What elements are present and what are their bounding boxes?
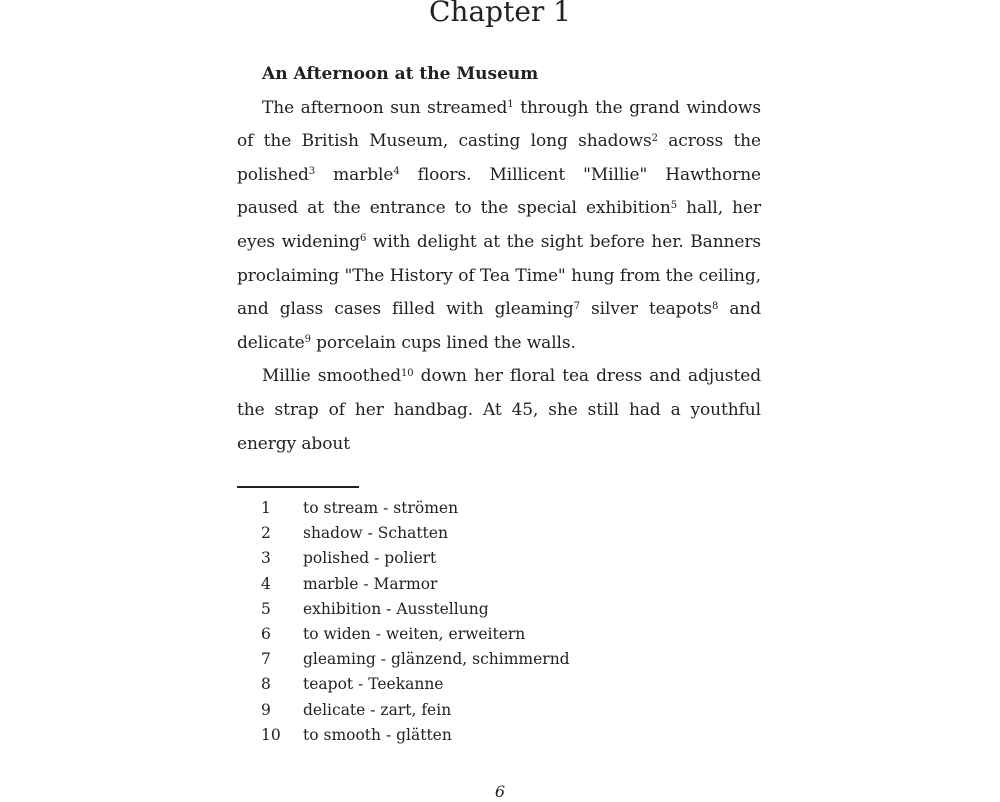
paragraph-list [237, 92, 761, 462]
footnote-number: 2 [261, 524, 271, 543]
footnote-item [237, 572, 761, 597]
footnote-text: delicate - zart, fein [303, 700, 452, 719]
footnote-text: polished - poliert [303, 549, 437, 568]
chapter-title: Chapter 1 [429, 0, 571, 28]
paragraph-text: Millie smoothed [262, 366, 401, 387]
footnote-ref[interactable]: 5 [670, 199, 678, 211]
paragraph-text: and delicate [237, 299, 761, 353]
footnote-item [237, 496, 761, 521]
paragraph-text: floors. Millicent "Millie" Hawthorne paused at the entrance to the special exhibition [237, 164, 762, 219]
footnote-number: 3 [261, 549, 271, 568]
body-text [237, 58, 761, 461]
paragraph-text: through the grand windows of the British Museum, casting long shadows [237, 97, 761, 152]
footnote-divider [237, 486, 359, 488]
footnote-item [237, 546, 761, 571]
footnote-item [237, 698, 761, 723]
footnote-number: 9 [261, 700, 271, 719]
footnote-ref[interactable]: 8 [711, 300, 719, 312]
paragraph-text: The afternoon sun streamed [262, 97, 508, 118]
footnote-text: shadow - Schatten [303, 524, 448, 543]
footnote-ref[interactable]: 6 [360, 233, 367, 245]
footnote-ref[interactable]: 4 [393, 166, 400, 178]
paragraph [237, 92, 761, 361]
footnote-number: 4 [261, 574, 271, 593]
paragraph [237, 360, 761, 461]
paragraph-text: marble [315, 164, 394, 185]
footnote-list [237, 496, 761, 748]
footnote-ref[interactable]: 2 [651, 132, 658, 144]
footnote-text: teapot - Teekanne [303, 675, 444, 694]
footnote-item [237, 647, 761, 672]
footnote-item [237, 622, 761, 647]
footnote-text: to stream - strömen [303, 499, 459, 517]
footnote-number: 10 [261, 725, 281, 744]
section-heading: An Afternoon at the Museum [262, 64, 539, 84]
footnote-ref[interactable]: 1 [507, 98, 514, 110]
paragraph-text: porcelain cups lined the walls. [310, 332, 576, 353]
footnote-number: 1 [261, 499, 271, 517]
footnote-item [237, 672, 761, 697]
footnote-text: gleaming - glänzend, schimmernd [303, 650, 570, 669]
paragraph-text: silver teapots [579, 299, 712, 320]
page-number: 6 [494, 782, 506, 801]
paragraph-text: hall, her eyes widening [237, 198, 761, 252]
footnote-number: 8 [261, 675, 271, 694]
footnote-ref[interactable]: 7 [573, 300, 580, 312]
footnote-item [237, 597, 761, 622]
paragraph-text: with delight at the sight before her. Banners proclaiming "The History of Tea Time" hung from the ceiling, and glass cases filled with gleaming [237, 231, 762, 320]
footnote-text: to widen - weiten, erweitern [303, 625, 526, 644]
footnote-item [237, 521, 761, 546]
footnote-text: exhibition - Ausstellung [303, 599, 489, 618]
footnote-ref[interactable]: 9 [304, 334, 311, 346]
footnote-ref[interactable]: 3 [308, 166, 316, 178]
footnote-ref[interactable]: 10 [401, 367, 414, 379]
footnote-number: 5 [261, 599, 271, 618]
footnote-text: to smooth - glätten [303, 725, 452, 744]
footnote-text: marble - Marmor [303, 574, 438, 593]
paragraph-text: across the polished [237, 131, 761, 185]
footnote-item [237, 723, 761, 748]
footnote-number: 7 [261, 650, 271, 669]
paragraph-text: down her floral tea dress and adjusted the strap of her handbag. At 45, she still had a youthful energy about [237, 366, 761, 454]
footnote-number: 6 [261, 625, 271, 644]
